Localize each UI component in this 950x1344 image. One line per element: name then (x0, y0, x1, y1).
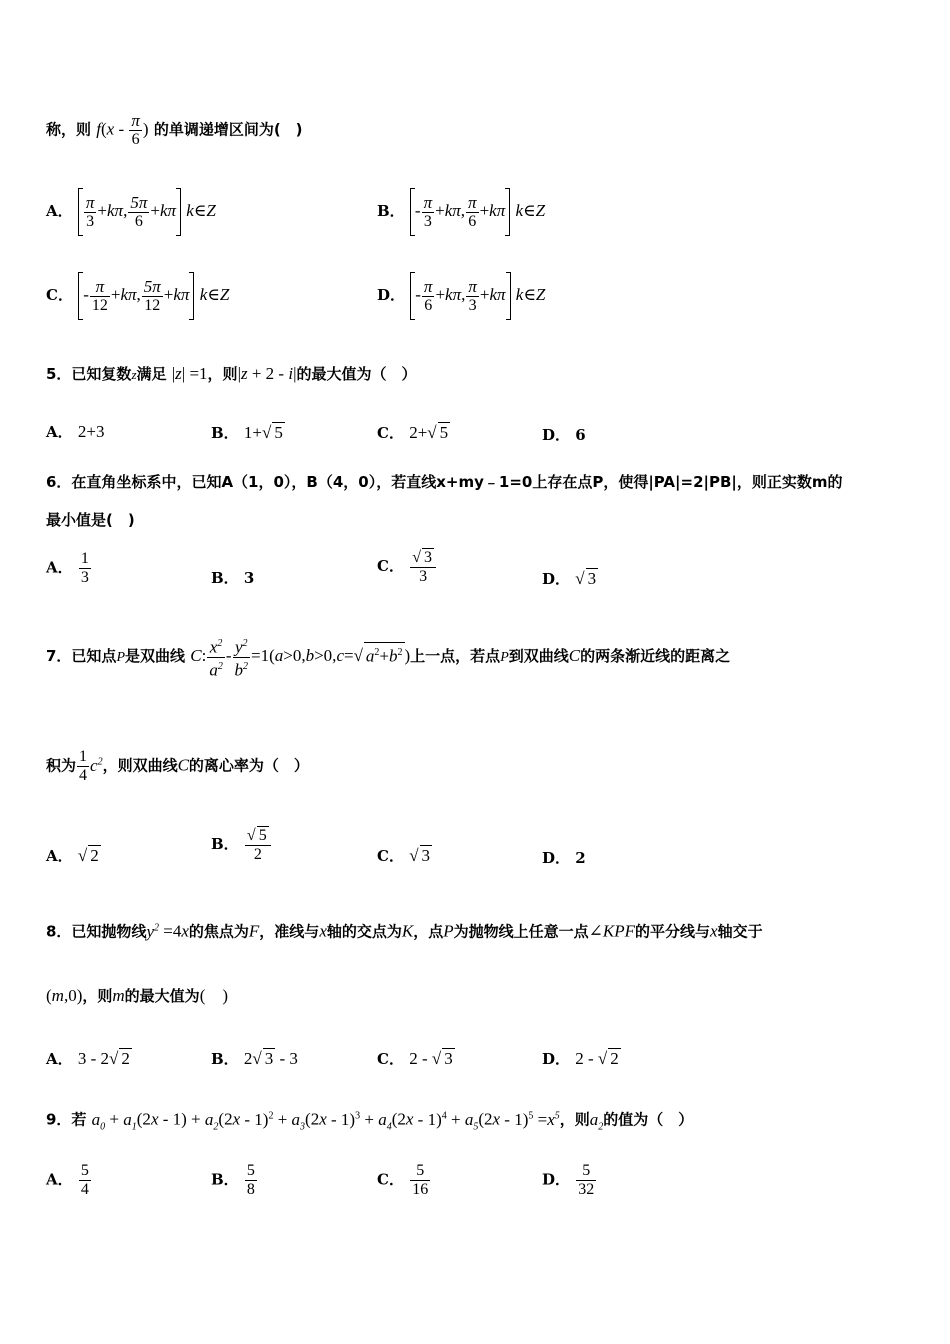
q7-option-d-label: D． (542, 849, 571, 867)
q4-option-a-label: A． (46, 202, 73, 220)
q5-option-b: B． 1+√ 5 (211, 423, 283, 442)
q8-text-g: 的平分线与 (635, 922, 711, 941)
q9-text-b: ，则 (559, 1110, 590, 1129)
q5-option-d (542, 425, 586, 445)
q7-option-a-label: A． (46, 847, 73, 865)
q6-option-c: C． $\frac{√ 3}{3}$ (377, 548, 437, 586)
q7-text-c: 上一点，若点 (410, 647, 501, 666)
q5-text-d: 的最大值为（ ） (296, 365, 417, 383)
q8-text-e: ，点 (413, 922, 444, 941)
q5-option-d-value: 6 (575, 426, 586, 444)
q4-text-after: 的单调递增区间为( ) (153, 120, 303, 139)
q9-option-c-label: C． (377, 1170, 404, 1189)
q8-text-d: 轴的交点为 (326, 922, 402, 941)
q8-option-d-label: D． (542, 1050, 571, 1068)
q4-option-d: D． - $\frac{\pi}{6}$ +kπ, $\frac{\pi}{3}$ +kπ k∈Z (377, 272, 545, 320)
q7-option-d-value: 2 (575, 849, 586, 867)
q7-text-line2-a: 积为 (46, 756, 77, 775)
q5-option-d-label: D． (542, 426, 571, 444)
q4-frac: $\frac{\pi}{6}$ (131, 111, 140, 148)
q5-option-c-label: C． (377, 424, 404, 442)
q5-text-b: 满足 (136, 365, 167, 383)
q4-stem: 称，则 f(x - $\frac{\pi}{6}$ ) 的单调递增区间为( ) (46, 111, 303, 148)
q4-option-a: A． $\frac{\pi}{3}$ +kπ, $\frac{5\pi}{6}$ +kπ k∈Z (46, 188, 216, 236)
q9-option-a-label: A． (46, 1170, 73, 1189)
q4-kz-a: k∈Z (186, 201, 216, 220)
q8-option-d: D． 2 - √ 2 (542, 1049, 619, 1068)
q5-option-a-label: A． (46, 423, 73, 441)
q8-option-b: B． 2√ 3 - 3 (211, 1049, 298, 1068)
q8-option-a-label: A． (46, 1050, 73, 1068)
q9-option-a: A． $\frac{5}{4}$ (46, 1162, 89, 1198)
q6-option-b-label: B． (211, 569, 239, 587)
q5-option-b-label: B． (211, 424, 239, 442)
q7-text-line2-c: 的离心率为（ ） (188, 756, 309, 775)
q6-option-d: D． √ 3 (542, 569, 597, 588)
q7-text-e: 的两条渐近线的距离之 (580, 647, 731, 666)
q8-text-f: 为抛物线上任意一点 (453, 922, 589, 941)
q4-kz-c: k∈Z (199, 285, 230, 304)
q7-option-b-label: B． (211, 835, 239, 853)
q8-option-a: A． 3 - 2√ 2 (46, 1049, 130, 1068)
q6-option-a-label: A． (46, 558, 73, 577)
q8-option-c: C． 2 - √ 3 (377, 1049, 453, 1068)
q4-kz-d: k∈Z (515, 285, 546, 304)
q5-option-a-value: 2+3 (77, 422, 105, 441)
q5-stem: 5．已知复数z满足 |z| =1，则|z + 2 - i|的最大值为（ ） (46, 364, 417, 383)
q6-option-c-label: C． (377, 557, 404, 575)
q6-stem-line2: 最小值是( ) (46, 511, 135, 529)
q6-option-b (211, 568, 254, 588)
q9-option-d: D． $\frac{5}{32}$ (542, 1162, 595, 1198)
q8-text-a: 8．已知抛物线 (46, 922, 147, 941)
q7-option-c-label: C． (377, 847, 404, 865)
q4-option-d-label: D． (377, 286, 406, 304)
q9-stem: 9．若 $a_0 + a_1(2x - 1) + a_2(2x - 1)^2 + a_3(2x - 1)^3 + a_4(2x - 1)^4 + a_5(2x - 1)^5 =x^5$，则$a_2$的值为（ ） (46, 1109, 694, 1133)
q9-text-a: 9．若 (46, 1110, 87, 1129)
q4-option-b-label: B． (377, 202, 405, 220)
q7-option-d (542, 848, 586, 868)
q4-func: f (96, 119, 101, 139)
q8-text-c: ，准线与 (259, 922, 320, 941)
q8-text-b: 的焦点为 (188, 922, 249, 941)
q8-option-c-label: C． (377, 1050, 404, 1068)
q8-text-h: 轴交于 (717, 922, 763, 941)
q8-stem-line2: (m,0)，则m的最大值为( ) (46, 986, 229, 1005)
q4-text-before: 称，则 (46, 120, 92, 139)
q4-option-c: C． - $\frac{\pi}{12}$ +kπ, $\frac{5\pi}{12}$ +kπ k∈Z (46, 272, 229, 320)
q8-text-line2-b: ，则 (82, 987, 113, 1005)
q5-options (46, 422, 104, 442)
q8-text-line2-c: 的最大值为 (124, 987, 200, 1005)
q6-option-a: A． $\frac{1}{3}$ (46, 550, 89, 586)
q5-text-a: 5．已知复数 (46, 365, 132, 383)
q9-option-b: B． $\frac{5}{8}$ (211, 1162, 255, 1198)
q9-text-c: 的值为（ ） (603, 1110, 694, 1129)
q7-text-a: 7．已知点 (46, 647, 117, 666)
q7-text-d: 到双曲线 (508, 647, 569, 666)
q7-option-a: A． √ 2 (46, 846, 99, 865)
q7-option-b: B． $\frac{√ 5}{2}$ (211, 826, 272, 864)
q4-kz-b: k∈Z (515, 201, 546, 220)
q7-text-b: 是双曲线 (125, 647, 186, 666)
q8-option-b-label: B． (211, 1050, 239, 1068)
q9-option-b-label: B． (211, 1170, 239, 1189)
q5-text-c: ，则 (207, 365, 238, 383)
q7-stem: 7．已知点P是双曲线 C: $\frac{x^2}{a^2}$ - $\frac{y^2}{b^2}$ =1(a>0,b>0,c=√ $a^2+b^2$ )上一点，若点P到双曲线C的两条渐近线的距离之 (46, 635, 730, 679)
q5-option-c: C． 2+√ 5 (377, 423, 449, 442)
q7-text-line2-b: ，则双曲线 (102, 756, 178, 775)
q7-stem-line2: 积为 $\frac{1}{4}$ $c^2$，则双曲线C的离心率为（ ） (46, 748, 309, 784)
q6-option-b-value: 3 (243, 569, 255, 587)
q6-option-d-label: D． (542, 570, 571, 588)
q6-stem-line1: 6．在直角坐标系中，已知A（1，0），B（4，0），若直线x+my﹣1=0上存在点P，使得|PA|=2|PB|，则正实数m的 (46, 473, 843, 491)
q4-option-c-label: C． (46, 286, 73, 304)
q4-option-b: B． - $\frac{\pi}{3}$ +kπ, $\frac{\pi}{6}$ +kπ k∈Z (377, 188, 545, 236)
q8-stem: 8．已知抛物线$y^2 =4x$的焦点为F，准线与x轴的交点为K，点P为抛物线上任意一点∠KPF的平分线与x轴交于 (46, 921, 763, 941)
q9-option-c: C． $\frac{5}{16}$ (377, 1162, 429, 1198)
q7-option-c: C． √ 3 (377, 846, 431, 865)
q9-option-d-label: D． (542, 1170, 571, 1189)
